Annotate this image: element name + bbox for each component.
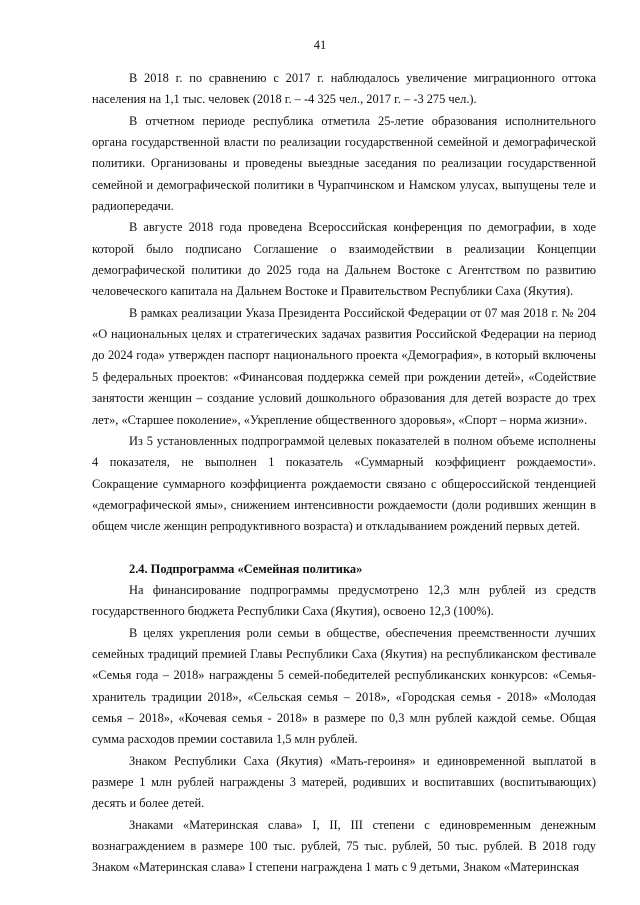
section-heading: 2.4. Подпрограмма «Семейная политика» — [129, 561, 363, 576]
paragraph-indicators: Из 5 установленных подпрограммой целевых показателей в полном объеме исполнены 4 показателя, не выполнен 1 показатель «Суммарный коэффициент рождаемости». Сокращение суммарного коэффициента рождаемости связано с общероссийской тенденцией «демографической ямы», снижением интенсивности рождаемости (доли родивших женщин в общем числе женщин репродуктивного возраста) и откладыванием рождений первых детей. — [92, 433, 596, 534]
page-body — [92, 68, 596, 879]
paragraph-anniversary: В отчетном периоде республика отметила 25-летие образования исполнительного органа государственной власти по реализации государственной семейной и демографической политики. Организованы и проведены выездные заседания по реализации государственной семейной и демографической политики в Чурапчинском и Намском улусах, выпущены теле и радиопередачи. — [92, 113, 596, 214]
paragraph-financing: На финансирование подпрограммы предусмотрено 12,3 млн рублей из средств государственного бюджета Республики Саха (Якутия), освоено 12,3 (100%). — [92, 582, 596, 619]
paragraph-migration: В 2018 г. по сравнению с 2017 г. наблюдалось увеличение миграционного оттока населения на 1,1 тыс. человек (2018 г. – -4 325 чел., 2017 г. – -3 275 чел.). — [92, 71, 596, 107]
paragraph-maternal-glory: Знаками «Материнская слава» I, II, III степени с единовременным денежным вознаграждением в размере 100 тыс. рублей, 75 тыс. рублей, 50 тыс. рублей. В 2018 году Знаком «Материнская слава» I степени награждена 1 мать с 9 детьми, Знаком «Материнская — [92, 817, 596, 875]
page-number: 41 — [313, 38, 327, 52]
paragraph-family-awards: В целях укрепления роли семьи в обществе, обеспечения преемственности лучших семейных традиций премией Главы Республики Саха (Якутия) на республиканском фестивале «Семья года – 2018» награждены 5 семей-победителей республиканских конкурсов: «Семья-хранитель традиции 2018», «Сельская семья – 2018», «Городская семья - 2018» «Молодая семья – 2018», «Кочевая семья - 2018» в размере по 0,3 млн рублей каждой семье. Общая сумма расходов премии составила 1,5 млн рублей. — [92, 625, 596, 747]
paragraph-mother-heroine: Знаком Республики Саха (Якутия) «Мать-героиня» и единовременной выплатой в размере 1 млн рублей награждены 3 матерей, родивших и воспитавших (воспитывающих) десять и более детей. — [92, 753, 596, 811]
paragraph-conference: В августе 2018 года проведена Всероссийская конференция по демографии, в ходе которой было подписано Соглашение о взаимодействии в реализации Концепции демографической политики до 2025 года на Дальнем Востоке с Агентством по развитию человеческого капитала на Дальнем Востоке и Правительством Республики Саха (Якутия). — [92, 220, 596, 299]
paragraph-national-project: В рамках реализации Указа Президента Российской Федерации от 07 мая 2018 г. № 204 «О национальных целях и стратегических задачах развития Российской Федерации на период до 2024 года» утвержден паспорт национального проекта «Демография», в который включены 5 федеральных проектов: «Финансовая поддержка семей при рождении детей», «Содействие занятости женщин – создание условий дошкольного образования для детей возрасте до трех лет», «Старшее поколение», «Укрепление общественного здоровья», «Спорт – норма жизни». — [92, 305, 596, 427]
